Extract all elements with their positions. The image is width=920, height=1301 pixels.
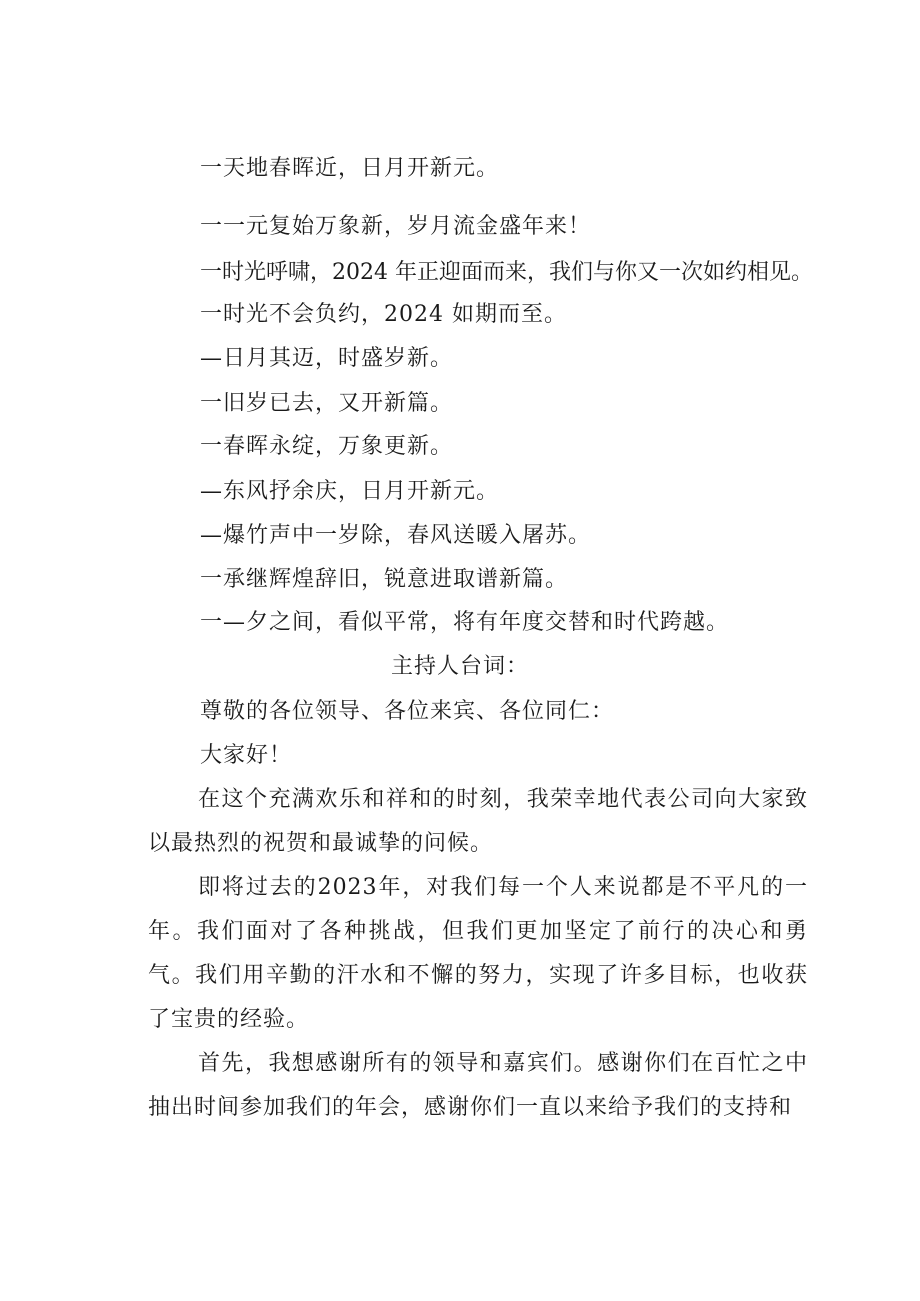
section-title: 主持人台词：: [390, 654, 529, 679]
slogan-line-3: 一时光呼啸，2024 年正迎面而来，我们与你又一次如约相见。: [200, 260, 813, 285]
slogan-line-11: 一—夕之间，看似平常，将有年度交替和时代跨越。: [200, 610, 730, 635]
slogan-line-2: 一一元复始万象新，岁月流金盛年来！: [200, 214, 592, 239]
slogan-line-5: —日月其迈，时盛岁新。: [200, 346, 454, 371]
paragraph-2: 即将过去的2023年，对我们每一个人来说都是不平凡的一年。我们面对了各种挑战，但我们更加坚定了前行的决心和勇气。我们用辛勤的汗水和不懈的努力，实现了许多目标，也收获了宝贵的经验。: [148, 875, 808, 1032]
slogan-line-9: —爆竹声中一岁除，春风送暖入屠苏。: [200, 523, 592, 548]
slogan-line-10: 一承继辉煌辞旧，锐意进取谱新篇。: [200, 567, 569, 592]
paragraph-3: 首先，我想感谢所有的领导和嘉宾们。感谢你们在百忙之中抽出时间参加我们的年会，感谢你们一直以来给予我们的支持和: [148, 1051, 808, 1120]
slogan-line-1: 一天地春晖近，日月开新元。: [200, 156, 500, 181]
slogan-line-6: 一旧岁已去，又开新篇。: [200, 391, 454, 416]
slogan-line-7: 一春晖永绽，万象更新。: [200, 434, 454, 459]
slogan-line-8: —东风抒余庆，日月开新元。: [200, 479, 500, 504]
greeting-line: 尊敬的各位领导、各位来宾、各位同仁：: [200, 699, 615, 724]
slogan-line-4: 一时光不会负约，2024 如期而至。: [200, 302, 567, 327]
hello-line: 大家好！: [200, 743, 293, 768]
paragraph-1: 在这个充满欢乐和祥和的时刻，我荣幸地代表公司向大家致以最热烈的祝贺和最诚挚的问候。: [148, 787, 808, 856]
